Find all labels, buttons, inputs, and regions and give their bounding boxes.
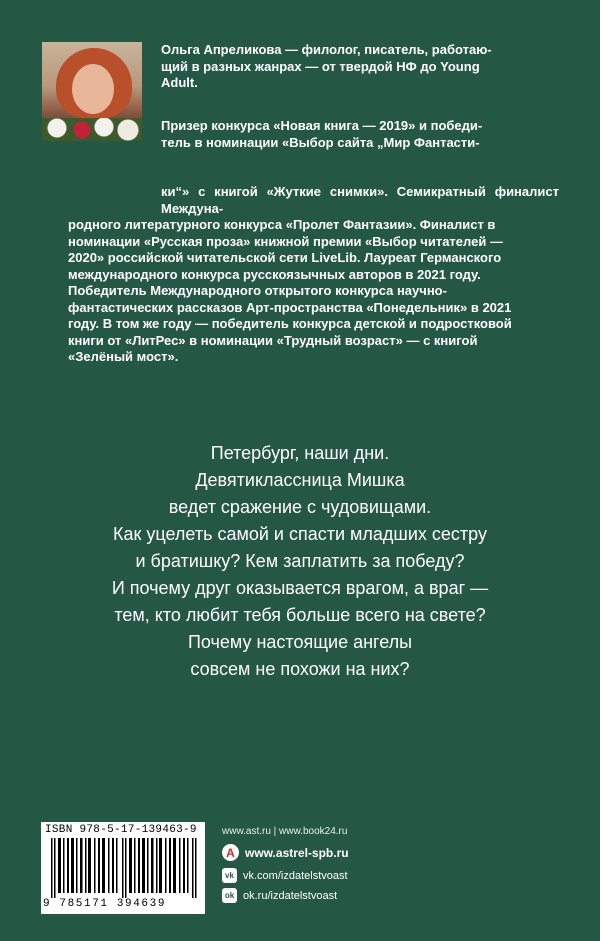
barcode-digits: 9 785171 394639 bbox=[43, 898, 167, 910]
vk-icon: vk bbox=[222, 868, 237, 883]
barcode bbox=[41, 822, 205, 914]
bio-line: щий в разных жанрах — от твердой НФ до Young bbox=[161, 58, 480, 74]
bio-line: году. В том же году — победитель конкурса детской и подростковой bbox=[68, 316, 512, 331]
annotation-line: Как уцелеть самой и спасти младших сестру bbox=[113, 524, 487, 544]
annotation-line: И почему друг оказывается врагом, а враг — bbox=[111, 578, 489, 598]
bio-line: Adult. bbox=[161, 75, 198, 90]
vk-link[interactable] bbox=[222, 868, 348, 883]
annotation-line: Петербург, наши дни. bbox=[210, 443, 390, 463]
barcode-bars bbox=[51, 838, 199, 898]
author-intro bbox=[161, 42, 559, 92]
ok-icon: ok bbox=[222, 888, 237, 903]
annotation-line: совсем не похожи на них? bbox=[190, 659, 410, 679]
bio-line: фантастических рассказов Арт-пространства «Понедельник» в 2021 bbox=[68, 299, 512, 315]
author-awards-top bbox=[161, 118, 559, 151]
isbn-text: ISBN 978-5-17-139463-9 bbox=[45, 824, 197, 836]
bio-line: международного конкурса русскоязычных авторов в 2021 году. bbox=[68, 266, 481, 282]
bio-line: Победитель Международного открытого конкурса научно- bbox=[68, 283, 447, 298]
publisher-brand[interactable] bbox=[222, 844, 349, 861]
author-awards bbox=[68, 184, 559, 366]
bio-line: 2020» российской читательской сети LiveLib. Лауреат Германского bbox=[68, 250, 502, 265]
bio-line: номинации «Русская проза» книжной премии «Выбор читателей — bbox=[68, 233, 503, 249]
bio-line: родного литературного конкурса «Пролет Фантазии». Финалист в bbox=[68, 217, 496, 232]
bio-line: тель в номинации «Выбор сайта „Мир Фантасти- bbox=[161, 134, 480, 150]
ok-url[interactable]: ok.ru/izdatelstvoast bbox=[243, 889, 338, 902]
annotation-line: Девятиклассница Мишка bbox=[195, 470, 405, 490]
publisher-site-link[interactable]: www.astrel-spb.ru bbox=[245, 845, 349, 860]
annotation-line: ведет сражение с чудовищами. bbox=[168, 497, 432, 517]
ok-link[interactable] bbox=[222, 888, 337, 903]
book-annotation bbox=[60, 440, 540, 683]
bio-line: ки“» с книгой «Жуткие снимки». Семикратный финалист Междуна- bbox=[161, 184, 559, 216]
bio-line: Призер конкурса «Новая книга — 2019» и победи- bbox=[161, 118, 483, 133]
bio-line: Ольга Апреликова — филолог, писатель, работаю- bbox=[161, 42, 492, 57]
vk-url[interactable]: vk.com/izdatelstvoast bbox=[243, 869, 348, 882]
annotation-line: Почему настоящие ангелы bbox=[187, 632, 413, 652]
bio-line: «Зелёный мост». bbox=[68, 349, 179, 364]
ast-logo-icon: A bbox=[222, 844, 239, 861]
bio-line: книги от «ЛитРес» в номинации «Трудный возраст» — с книгой bbox=[68, 332, 478, 348]
annotation-line: и братишку? Кем заплатить за победу? bbox=[135, 551, 465, 571]
annotation-line: тем, кто любит тебя больше всего на свете? bbox=[114, 605, 486, 625]
publisher-sites[interactable]: www.ast.ru | www.book24.ru bbox=[222, 826, 348, 837]
author-photo bbox=[42, 42, 142, 141]
